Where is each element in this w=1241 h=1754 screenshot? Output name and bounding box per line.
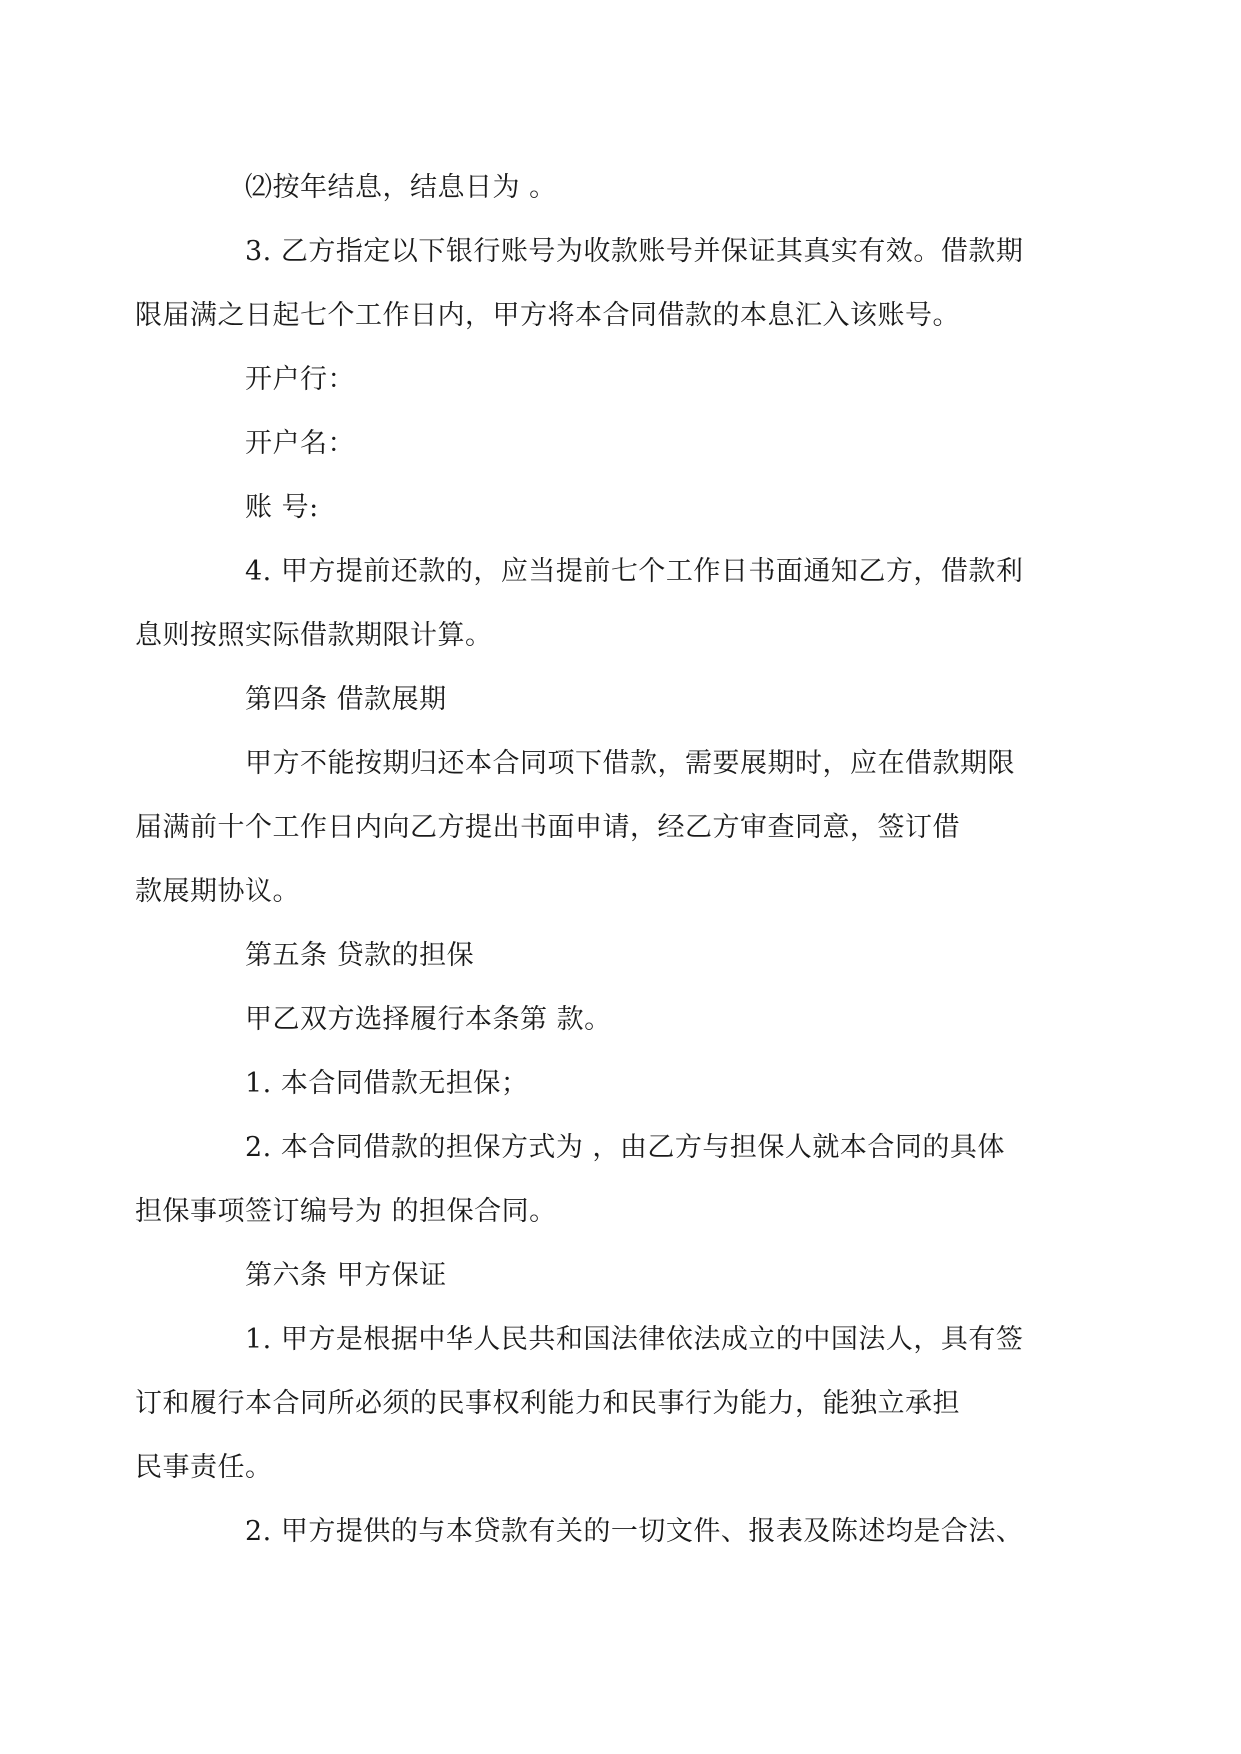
text-line: 订和履行本合同所必须的民事权利能力和民事行为能力，能独立承担 xyxy=(135,1388,960,1419)
text-line: 2. 甲方提供的与本贷款有关的一切文件、报表及陈述均是合法、 xyxy=(245,1516,1024,1547)
section-heading-article-4 xyxy=(190,668,1070,732)
paragraph-account-name xyxy=(190,412,1070,476)
section-heading-article-5 xyxy=(190,924,1070,988)
paragraph-loan-extension xyxy=(135,732,1070,924)
text-line: 账 号: xyxy=(245,492,319,523)
text-line: 甲乙双方选择履行本条第 款。 xyxy=(245,1004,612,1035)
text-line: 限届满之日起七个工作日内，甲方将本合同借款的本息汇入该账号。 xyxy=(135,300,960,331)
paragraph-account-number xyxy=(190,476,1070,540)
paragraph-party-a-documents xyxy=(190,1500,1070,1564)
text-line: 第五条 贷款的担保 xyxy=(245,940,475,971)
document-body xyxy=(135,156,1070,1564)
paragraph-no-guarantee xyxy=(190,1052,1070,1116)
paragraph-bank-name xyxy=(190,348,1070,412)
text-line: 3. 乙方指定以下银行账号为收款账号并保证其真实有效。借款期 xyxy=(245,236,1024,267)
paragraph-early-repayment xyxy=(135,540,1070,668)
text-line: 款展期协议。 xyxy=(135,876,300,907)
text-line: 第四条 借款展期 xyxy=(245,684,447,715)
paragraph-guarantee-method xyxy=(135,1116,1070,1244)
text-line: 届满前十个工作日内向乙方提出书面申请，经乙方审查同意，签订借 xyxy=(135,812,960,843)
text-line: ⑵按年结息，结息日为 。 xyxy=(245,172,557,203)
text-line: 1. 本合同借款无担保； xyxy=(245,1068,529,1099)
text-line: 4. 甲方提前还款的，应当提前七个工作日书面通知乙方，借款利 xyxy=(245,556,1024,587)
text-line: 担保事项签订编号为 的担保合同。 xyxy=(135,1196,557,1227)
text-line: 1. 甲方是根据中华人民共和国法律依法成立的中国法人，具有签 xyxy=(245,1324,1024,1355)
text-line: 开户行： xyxy=(245,364,355,395)
paragraph-interest-yearly xyxy=(190,156,1070,220)
text-line: 甲方不能按期归还本合同项下借款，需要展期时，应在借款期限 xyxy=(245,748,1015,779)
text-line: 2. 本合同借款的担保方式为 ，由乙方与担保人就本合同的具体 xyxy=(245,1132,1005,1163)
paragraph-party-a-legal-status xyxy=(135,1308,1070,1500)
paragraph-guarantee-choice xyxy=(190,988,1070,1052)
section-heading-article-6 xyxy=(190,1244,1070,1308)
text-line: 民事责任。 xyxy=(135,1452,273,1483)
paragraph-bank-account-clause xyxy=(135,220,1070,348)
text-line: 开户名： xyxy=(245,428,355,459)
text-line: 息则按照实际借款期限计算。 xyxy=(135,620,493,651)
text-line: 第六条 甲方保证 xyxy=(245,1260,447,1291)
